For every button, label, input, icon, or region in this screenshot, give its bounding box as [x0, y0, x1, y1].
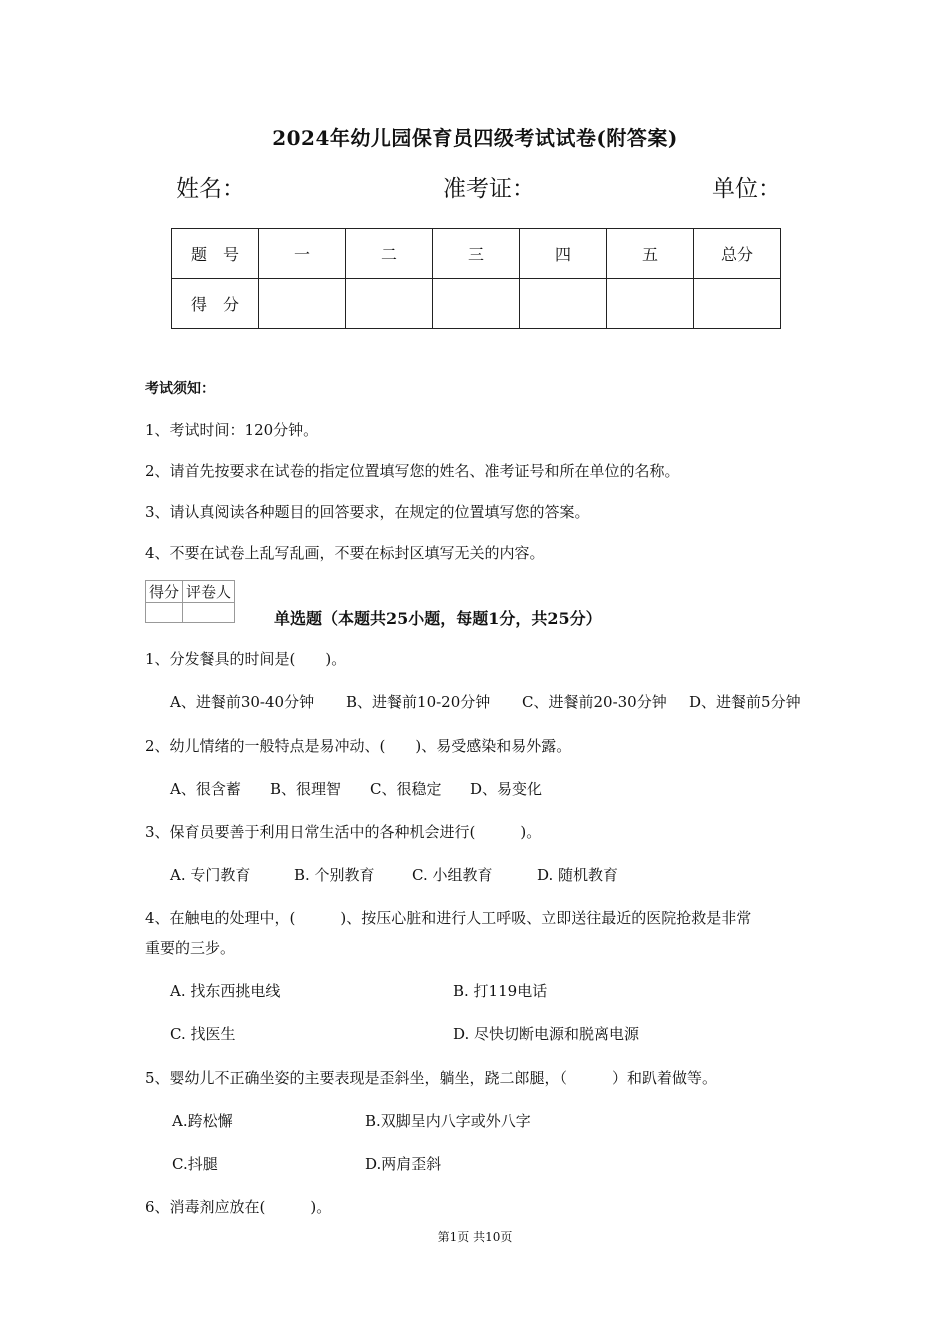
question-stem: 4、在触电的处理中，( )、按压心脏和进行人工呼吸、立即送往最近的医院抢救是非常 — [145, 909, 752, 927]
option[interactable]: D. 尽快切断电源和脱离电源 — [453, 1025, 640, 1043]
notice-item: 1、考试时间：120分钟。 — [145, 421, 319, 439]
option[interactable]: B、很理智 — [270, 780, 342, 798]
score-header-cell: 一 — [259, 229, 346, 279]
notice-item: 3、请认真阅读各种题目的回答要求，在规定的位置填写您的答案。 — [145, 503, 590, 521]
unit-label: 单位： — [712, 176, 781, 202]
score-row-label: 得 分 — [172, 279, 259, 329]
option[interactable]: B. 打119电话 — [453, 982, 548, 1000]
score-header-cell: 题 号 — [172, 229, 259, 279]
option[interactable]: A.跨松懈 — [172, 1112, 233, 1130]
question-stem: 5、婴幼儿不正确坐姿的主要表现是歪斜坐，躺坐，跷二郎腿，（ ）和趴着做等。 — [145, 1069, 718, 1087]
option[interactable]: D、易变化 — [470, 780, 543, 798]
exam-number-label: 准考证： — [443, 176, 535, 202]
option[interactable]: A、很含蓄 — [170, 780, 241, 798]
score-cell[interactable] — [433, 279, 520, 329]
question-stem: 2、幼儿情绪的一般特点是易冲动、( )、易受感染和易外露。 — [145, 737, 572, 755]
score-table-score-row — [172, 279, 781, 329]
question-stem: 6、消毒剂应放在( )。 — [145, 1198, 332, 1216]
page-title: 2024年幼儿园保育员四级考试试卷(附答案) — [272, 126, 678, 150]
grader-box — [145, 580, 235, 623]
score-table — [171, 228, 781, 329]
option[interactable]: C.抖腿 — [172, 1155, 218, 1173]
option[interactable]: C. 找医生 — [170, 1025, 236, 1043]
option[interactable]: B.双脚呈内八字或外八字 — [365, 1112, 531, 1130]
score-cell[interactable] — [694, 279, 781, 329]
option[interactable]: C. 小组教育 — [412, 866, 493, 884]
option[interactable]: C、进餐前20-30分钟 — [522, 693, 667, 711]
score-header-cell: 四 — [520, 229, 607, 279]
grader-score-label: 得分 — [146, 581, 183, 603]
grader-reviewer-label: 评卷人 — [183, 581, 235, 603]
score-header-cell: 总分 — [694, 229, 781, 279]
score-cell[interactable] — [520, 279, 607, 329]
section-title: 单选题（本题共25小题，每题1分，共25分） — [274, 609, 602, 628]
grader-reviewer-cell[interactable] — [183, 603, 235, 623]
option[interactable]: D、进餐前5分钟 — [689, 693, 801, 711]
option[interactable]: A、进餐前30-40分钟 — [170, 693, 315, 711]
option[interactable]: D. 随机教育 — [537, 866, 619, 884]
option[interactable]: B. 个别教育 — [294, 866, 375, 884]
question-stem-continued: 重要的三步。 — [145, 939, 236, 957]
grader-score-cell[interactable] — [146, 603, 183, 623]
page-footer: 第1页 共10页 — [437, 1230, 513, 1244]
notice-item: 2、请首先按要求在试卷的指定位置填写您的姓名、准考证号和所在单位的名称。 — [145, 462, 680, 480]
score-cell[interactable] — [607, 279, 694, 329]
question-stem: 3、保育员要善于利用日常生活中的各种机会进行( )。 — [145, 823, 542, 841]
option[interactable]: A. 专门教育 — [170, 866, 251, 884]
notice-heading: 考试须知： — [145, 381, 215, 397]
option[interactable]: D.两肩歪斜 — [365, 1155, 442, 1173]
question-stem: 1、分发餐具的时间是( )。 — [145, 650, 347, 668]
score-table-header-row — [172, 229, 781, 279]
option[interactable]: C、很稳定 — [370, 780, 442, 798]
score-header-cell: 三 — [433, 229, 520, 279]
score-cell[interactable] — [346, 279, 433, 329]
name-label: 姓名： — [176, 176, 245, 202]
notice-item: 4、不要在试卷上乱写乱画，不要在标封区填写无关的内容。 — [145, 544, 545, 562]
score-header-cell: 五 — [607, 229, 694, 279]
score-header-cell: 二 — [346, 229, 433, 279]
score-cell[interactable] — [259, 279, 346, 329]
option[interactable]: B、进餐前10-20分钟 — [346, 693, 491, 711]
option[interactable]: A. 找东西挑电线 — [170, 982, 281, 1000]
